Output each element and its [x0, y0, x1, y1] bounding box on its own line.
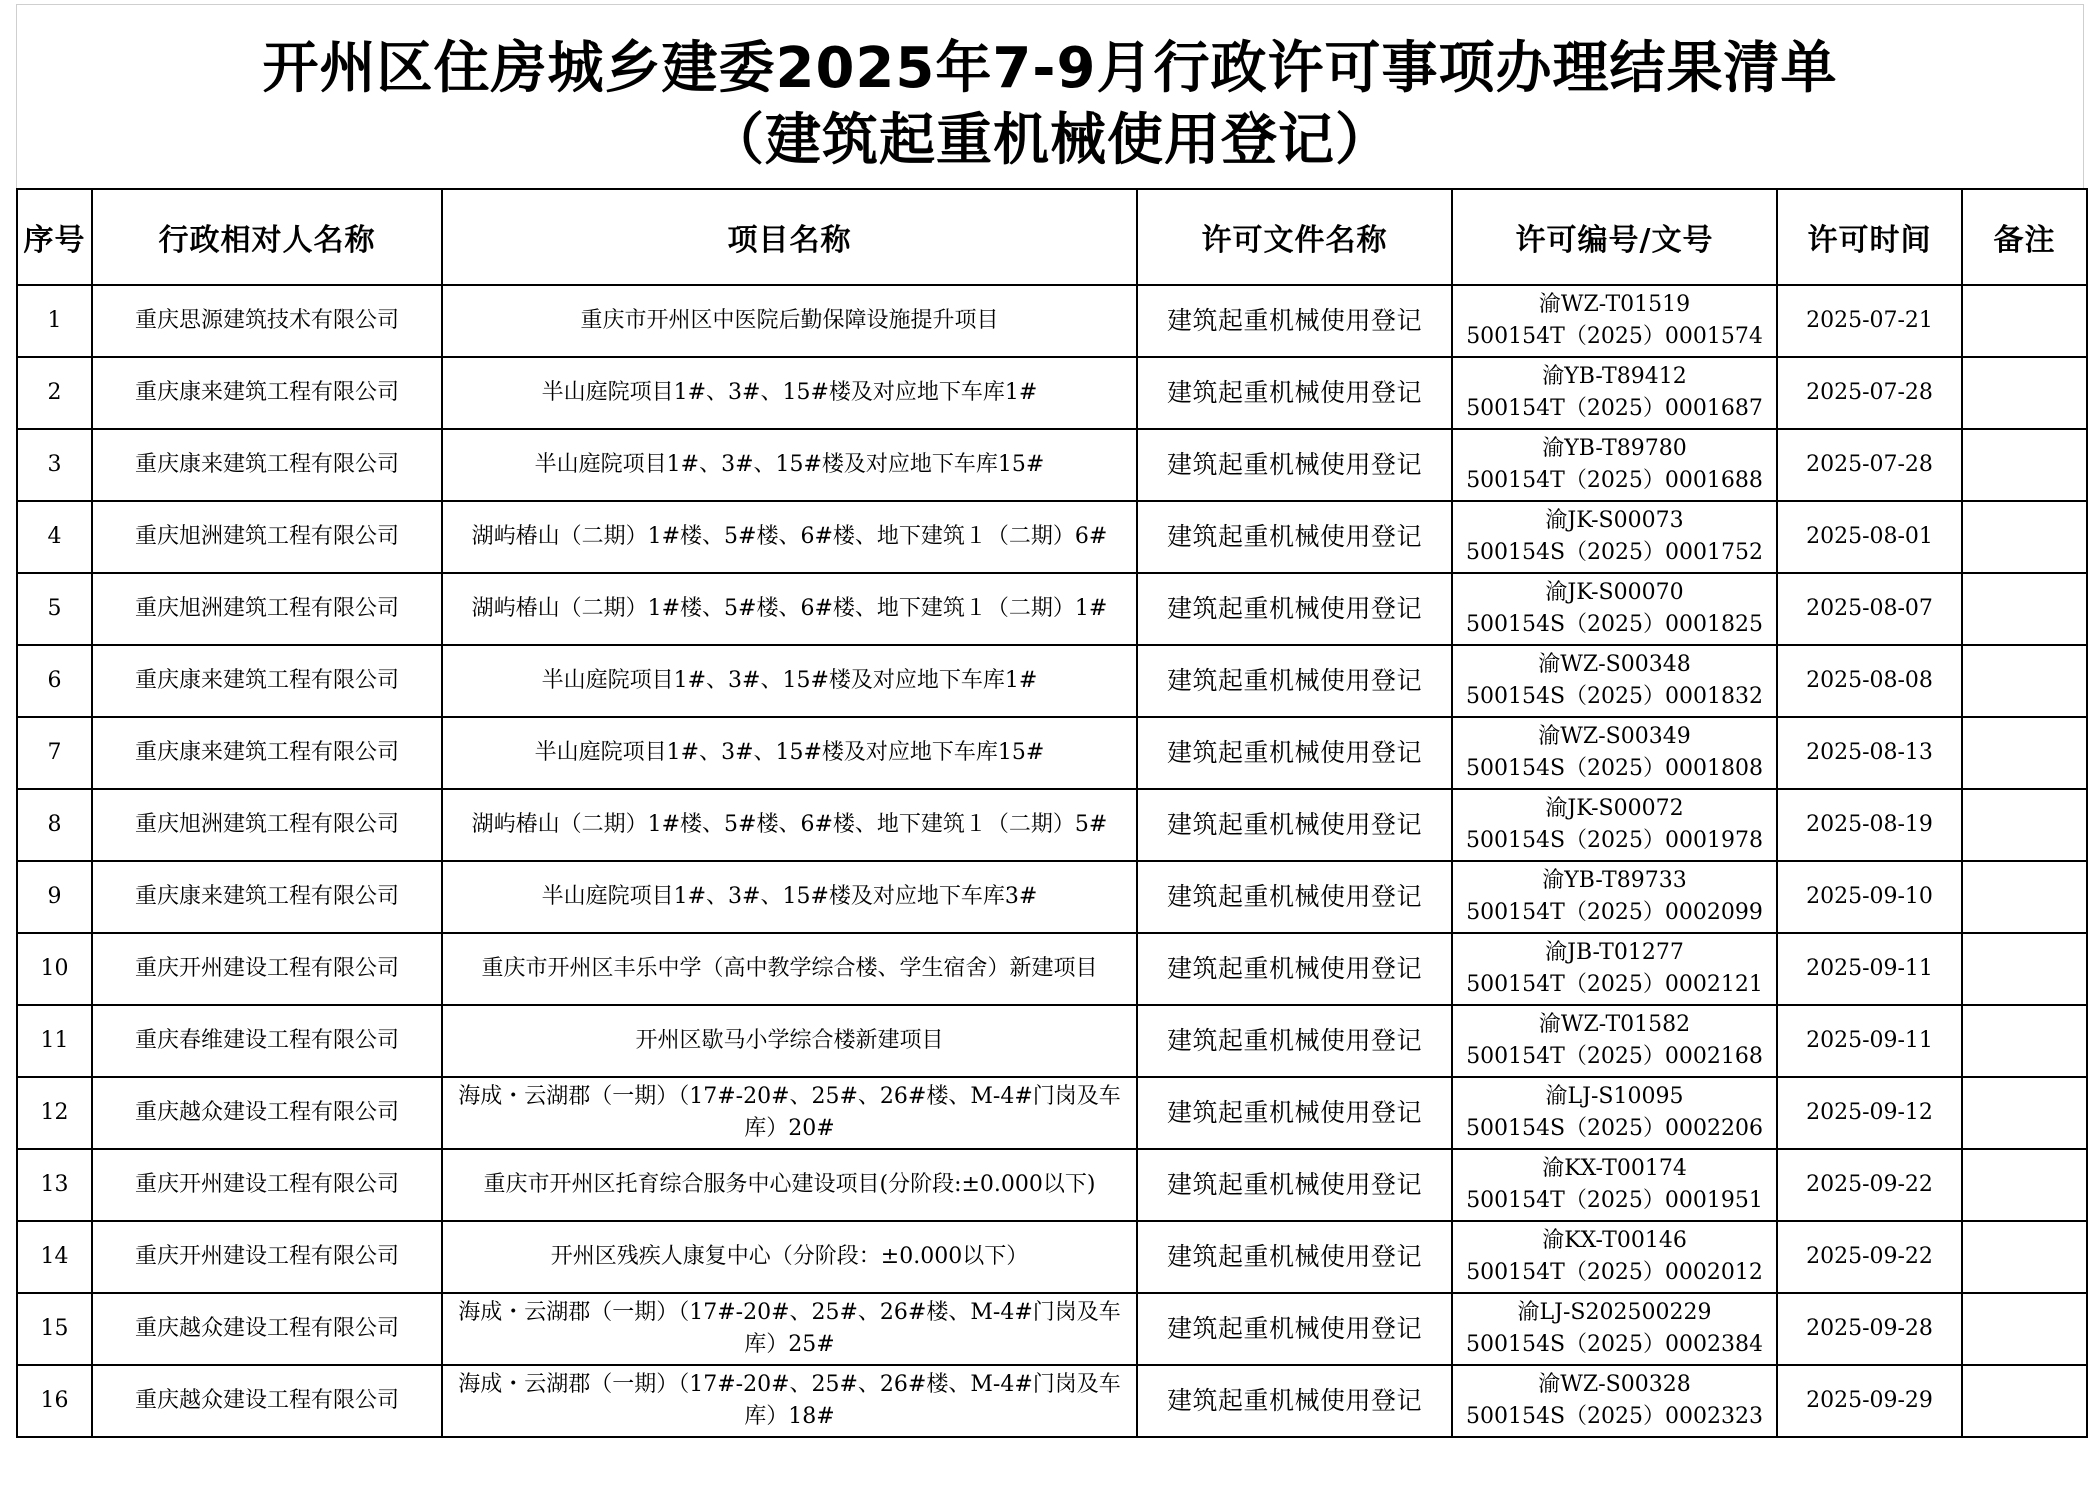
cell-permit-document: 建筑起重机械使用登记 [1137, 501, 1452, 573]
cell-party-name: 重庆康来建筑工程有限公司 [92, 861, 442, 933]
cell-project-name: 海成・云湖郡（一期）（17#-20#、25#、26#楼、M-4#门岗及车库）20# [442, 1077, 1137, 1149]
permit-document-number: 500154S（2025）0001978 [1465, 828, 1764, 853]
cell-party-name: 重庆旭洲建筑工程有限公司 [92, 501, 442, 573]
table-header-row [17, 189, 2087, 285]
cell-project-name: 重庆市开州区托育综合服务中心建设项目(分阶段:±0.000以下) [442, 1149, 1137, 1221]
cell-remarks [1962, 1005, 2087, 1077]
header-permit-document: 许可文件名称 [1137, 189, 1452, 285]
cell-remarks [1962, 1293, 2087, 1365]
cell-permit-number [1452, 861, 1777, 933]
cell-permit-number [1452, 429, 1777, 501]
cell-remarks [1962, 573, 2087, 645]
permit-results-table [16, 188, 2088, 1438]
cell-project-name: 半山庭院项目1#、3#、15#楼及对应地下车库1# [442, 645, 1137, 717]
cell-permit-document: 建筑起重机械使用登记 [1137, 1149, 1452, 1221]
cell-permit-number [1452, 1221, 1777, 1293]
cell-permit-date: 2025-07-21 [1777, 285, 1962, 357]
cell-party-name: 重庆康来建筑工程有限公司 [92, 429, 442, 501]
permit-document-number: 500154S（2025）0002206 [1465, 1116, 1764, 1141]
cell-remarks [1962, 1365, 2087, 1437]
cell-permit-number [1452, 573, 1777, 645]
cell-project-name: 湖屿椿山（二期）1#楼、5#楼、6#楼、地下建筑１（二期）6# [442, 501, 1137, 573]
cell-serial-number: 3 [17, 429, 92, 501]
cell-party-name: 重庆旭洲建筑工程有限公司 [92, 789, 442, 861]
cell-serial-number: 6 [17, 645, 92, 717]
cell-party-name: 重庆旭洲建筑工程有限公司 [92, 573, 442, 645]
table-row [17, 429, 2087, 501]
permit-code: 渝WZ-S00348 [1538, 652, 1691, 677]
cell-project-name: 开州区残疾人康复中心（分阶段：±0.000以下） [442, 1221, 1137, 1293]
cell-remarks [1962, 645, 2087, 717]
cell-remarks [1962, 861, 2087, 933]
permit-document-number: 500154S（2025）0002384 [1465, 1332, 1764, 1357]
table-row [17, 501, 2087, 573]
permit-code: 渝JK-S00073 [1545, 508, 1684, 533]
cell-remarks [1962, 933, 2087, 1005]
cell-project-name: 海成・云湖郡（一期）（17#-20#、25#、26#楼、M-4#门岗及车库）18# [442, 1365, 1137, 1437]
cell-permit-date: 2025-07-28 [1777, 357, 1962, 429]
cell-permit-document: 建筑起重机械使用登记 [1137, 573, 1452, 645]
cell-permit-number [1452, 1077, 1777, 1149]
permit-code: 渝JB-T01277 [1545, 940, 1684, 965]
permit-code: 渝LJ-S10095 [1545, 1084, 1684, 1109]
cell-permit-document: 建筑起重机械使用登记 [1137, 285, 1452, 357]
document-sheet [16, 4, 2086, 1438]
cell-serial-number: 16 [17, 1365, 92, 1437]
permit-code: 渝JK-S00072 [1545, 796, 1684, 821]
cell-serial-number: 2 [17, 357, 92, 429]
permit-document-number: 500154S（2025）0002323 [1465, 1404, 1764, 1429]
cell-party-name: 重庆思源建筑技术有限公司 [92, 285, 442, 357]
permit-code: 渝JK-S00070 [1545, 580, 1684, 605]
permit-document-number: 500154T（2025）0001951 [1466, 1188, 1763, 1213]
cell-remarks [1962, 1077, 2087, 1149]
cell-party-name: 重庆开州建设工程有限公司 [92, 1149, 442, 1221]
permit-document-number: 500154S（2025）0001832 [1465, 684, 1764, 709]
table-row [17, 357, 2087, 429]
permit-code: 渝YB-T89780 [1542, 436, 1687, 461]
cell-serial-number: 1 [17, 285, 92, 357]
table-row [17, 717, 2087, 789]
cell-remarks [1962, 789, 2087, 861]
cell-permit-document: 建筑起重机械使用登记 [1137, 933, 1452, 1005]
cell-permit-document: 建筑起重机械使用登记 [1137, 717, 1452, 789]
permit-document-number: 500154S（2025）0001825 [1465, 612, 1764, 637]
cell-permit-document: 建筑起重机械使用登记 [1137, 1077, 1452, 1149]
permit-code: 渝KX-T00174 [1542, 1156, 1687, 1181]
permit-document-number: 500154T（2025）0002099 [1466, 900, 1763, 925]
cell-serial-number: 8 [17, 789, 92, 861]
cell-permit-number [1452, 285, 1777, 357]
cell-serial-number: 4 [17, 501, 92, 573]
cell-permit-number [1452, 501, 1777, 573]
cell-permit-number [1452, 1149, 1777, 1221]
cell-permit-number [1452, 357, 1777, 429]
cell-permit-document: 建筑起重机械使用登记 [1137, 789, 1452, 861]
permit-document-number: 500154S（2025）0001808 [1465, 756, 1764, 781]
permit-document-number: 500154S（2025）0001752 [1465, 540, 1764, 565]
cell-party-name: 重庆康来建筑工程有限公司 [92, 645, 442, 717]
table-row [17, 573, 2087, 645]
permit-document-number: 500154T（2025）0001574 [1466, 324, 1763, 349]
cell-permit-date: 2025-08-07 [1777, 573, 1962, 645]
table-row [17, 645, 2087, 717]
cell-serial-number: 5 [17, 573, 92, 645]
cell-permit-date: 2025-09-12 [1777, 1077, 1962, 1149]
cell-permit-document: 建筑起重机械使用登记 [1137, 1293, 1452, 1365]
table-row [17, 1221, 2087, 1293]
cell-serial-number: 13 [17, 1149, 92, 1221]
table-row [17, 1365, 2087, 1437]
table-row [17, 1293, 2087, 1365]
cell-permit-number [1452, 789, 1777, 861]
permit-code: 渝YB-T89733 [1542, 868, 1687, 893]
permit-code: 渝WZ-S00328 [1538, 1372, 1691, 1397]
header-party-name: 行政相对人名称 [92, 189, 442, 285]
permit-document-number: 500154T（2025）0002168 [1466, 1044, 1763, 1069]
cell-permit-date: 2025-08-13 [1777, 717, 1962, 789]
table-row [17, 861, 2087, 933]
cell-permit-date: 2025-07-28 [1777, 429, 1962, 501]
cell-permit-date: 2025-09-10 [1777, 861, 1962, 933]
cell-permit-date: 2025-09-22 [1777, 1149, 1962, 1221]
permit-code: 渝WZ-T01582 [1538, 1012, 1691, 1037]
cell-remarks [1962, 501, 2087, 573]
table-row [17, 933, 2087, 1005]
permit-code: 渝WZ-S00349 [1538, 724, 1691, 749]
cell-permit-number [1452, 1365, 1777, 1437]
permit-code: 渝KX-T00146 [1542, 1228, 1687, 1253]
cell-serial-number: 10 [17, 933, 92, 1005]
cell-serial-number: 7 [17, 717, 92, 789]
permit-code: 渝LJ-S202500229 [1517, 1300, 1712, 1325]
cell-permit-date: 2025-08-08 [1777, 645, 1962, 717]
cell-party-name: 重庆康来建筑工程有限公司 [92, 717, 442, 789]
cell-serial-number: 9 [17, 861, 92, 933]
cell-remarks [1962, 429, 2087, 501]
cell-serial-number: 12 [17, 1077, 92, 1149]
cell-project-name: 重庆市开州区中医院后勤保障设施提升项目 [442, 285, 1137, 357]
table-row [17, 1149, 2087, 1221]
page-subtitle: （建筑起重机械使用登记） [708, 108, 1392, 173]
cell-permit-number [1452, 645, 1777, 717]
cell-permit-document: 建筑起重机械使用登记 [1137, 429, 1452, 501]
page-title: 开州区住房城乡建委2025年7-9月行政许可事项办理结果清单 [262, 36, 1838, 101]
permit-code: 渝YB-T89412 [1542, 364, 1687, 389]
cell-permit-document: 建筑起重机械使用登记 [1137, 1005, 1452, 1077]
cell-permit-document: 建筑起重机械使用登记 [1137, 645, 1452, 717]
cell-permit-number [1452, 1293, 1777, 1365]
cell-project-name: 湖屿椿山（二期）1#楼、5#楼、6#楼、地下建筑１（二期）5# [442, 789, 1137, 861]
cell-project-name: 重庆市开州区丰乐中学（高中教学综合楼、学生宿舍）新建项目 [442, 933, 1137, 1005]
cell-project-name: 半山庭院项目1#、3#、15#楼及对应地下车库1# [442, 357, 1137, 429]
permit-document-number: 500154T（2025）0002121 [1466, 972, 1763, 997]
cell-project-name: 半山庭院项目1#、3#、15#楼及对应地下车库15# [442, 429, 1137, 501]
cell-serial-number: 15 [17, 1293, 92, 1365]
table-row [17, 789, 2087, 861]
cell-permit-date: 2025-09-11 [1777, 1005, 1962, 1077]
cell-remarks [1962, 717, 2087, 789]
cell-party-name: 重庆越众建设工程有限公司 [92, 1293, 442, 1365]
cell-party-name: 重庆康来建筑工程有限公司 [92, 357, 442, 429]
cell-serial-number: 14 [17, 1221, 92, 1293]
cell-permit-date: 2025-09-11 [1777, 933, 1962, 1005]
table-row [17, 1005, 2087, 1077]
cell-permit-date: 2025-08-01 [1777, 501, 1962, 573]
cell-remarks [1962, 357, 2087, 429]
cell-project-name: 湖屿椿山（二期）1#楼、5#楼、6#楼、地下建筑１（二期）1# [442, 573, 1137, 645]
cell-permit-date: 2025-09-22 [1777, 1221, 1962, 1293]
cell-party-name: 重庆春维建设工程有限公司 [92, 1005, 442, 1077]
cell-permit-number [1452, 717, 1777, 789]
cell-remarks [1962, 285, 2087, 357]
title-block [16, 4, 2084, 188]
header-serial-number: 序号 [17, 189, 92, 285]
permit-code: 渝WZ-T01519 [1538, 292, 1691, 317]
cell-permit-number [1452, 933, 1777, 1005]
cell-party-name: 重庆开州建设工程有限公司 [92, 933, 442, 1005]
permit-document-number: 500154T（2025）0001688 [1466, 468, 1763, 493]
cell-permit-number [1452, 1005, 1777, 1077]
cell-project-name: 开州区歇马小学综合楼新建项目 [442, 1005, 1137, 1077]
cell-permit-document: 建筑起重机械使用登记 [1137, 861, 1452, 933]
cell-party-name: 重庆越众建设工程有限公司 [92, 1365, 442, 1437]
table-row [17, 285, 2087, 357]
cell-party-name: 重庆越众建设工程有限公司 [92, 1077, 442, 1149]
table-row [17, 1077, 2087, 1149]
header-remarks: 备注 [1962, 189, 2087, 285]
permit-document-number: 500154T（2025）0001687 [1466, 396, 1763, 421]
cell-project-name: 海成・云湖郡（一期）（17#-20#、25#、26#楼、M-4#门岗及车库）25# [442, 1293, 1137, 1365]
cell-permit-date: 2025-08-19 [1777, 789, 1962, 861]
cell-permit-document: 建筑起重机械使用登记 [1137, 357, 1452, 429]
cell-project-name: 半山庭院项目1#、3#、15#楼及对应地下车库3# [442, 861, 1137, 933]
header-permit-number: 许可编号/文号 [1452, 189, 1777, 285]
cell-permit-date: 2025-09-28 [1777, 1293, 1962, 1365]
cell-permit-document: 建筑起重机械使用登记 [1137, 1365, 1452, 1437]
cell-project-name: 半山庭院项目1#、3#、15#楼及对应地下车库15# [442, 717, 1137, 789]
cell-permit-document: 建筑起重机械使用登记 [1137, 1221, 1452, 1293]
cell-permit-date: 2025-09-29 [1777, 1365, 1962, 1437]
cell-serial-number: 11 [17, 1005, 92, 1077]
cell-party-name: 重庆开州建设工程有限公司 [92, 1221, 442, 1293]
permit-document-number: 500154T（2025）0002012 [1466, 1260, 1763, 1285]
header-project-name: 项目名称 [442, 189, 1137, 285]
header-permit-date: 许可时间 [1777, 189, 1962, 285]
cell-remarks [1962, 1221, 2087, 1293]
cell-remarks [1962, 1149, 2087, 1221]
